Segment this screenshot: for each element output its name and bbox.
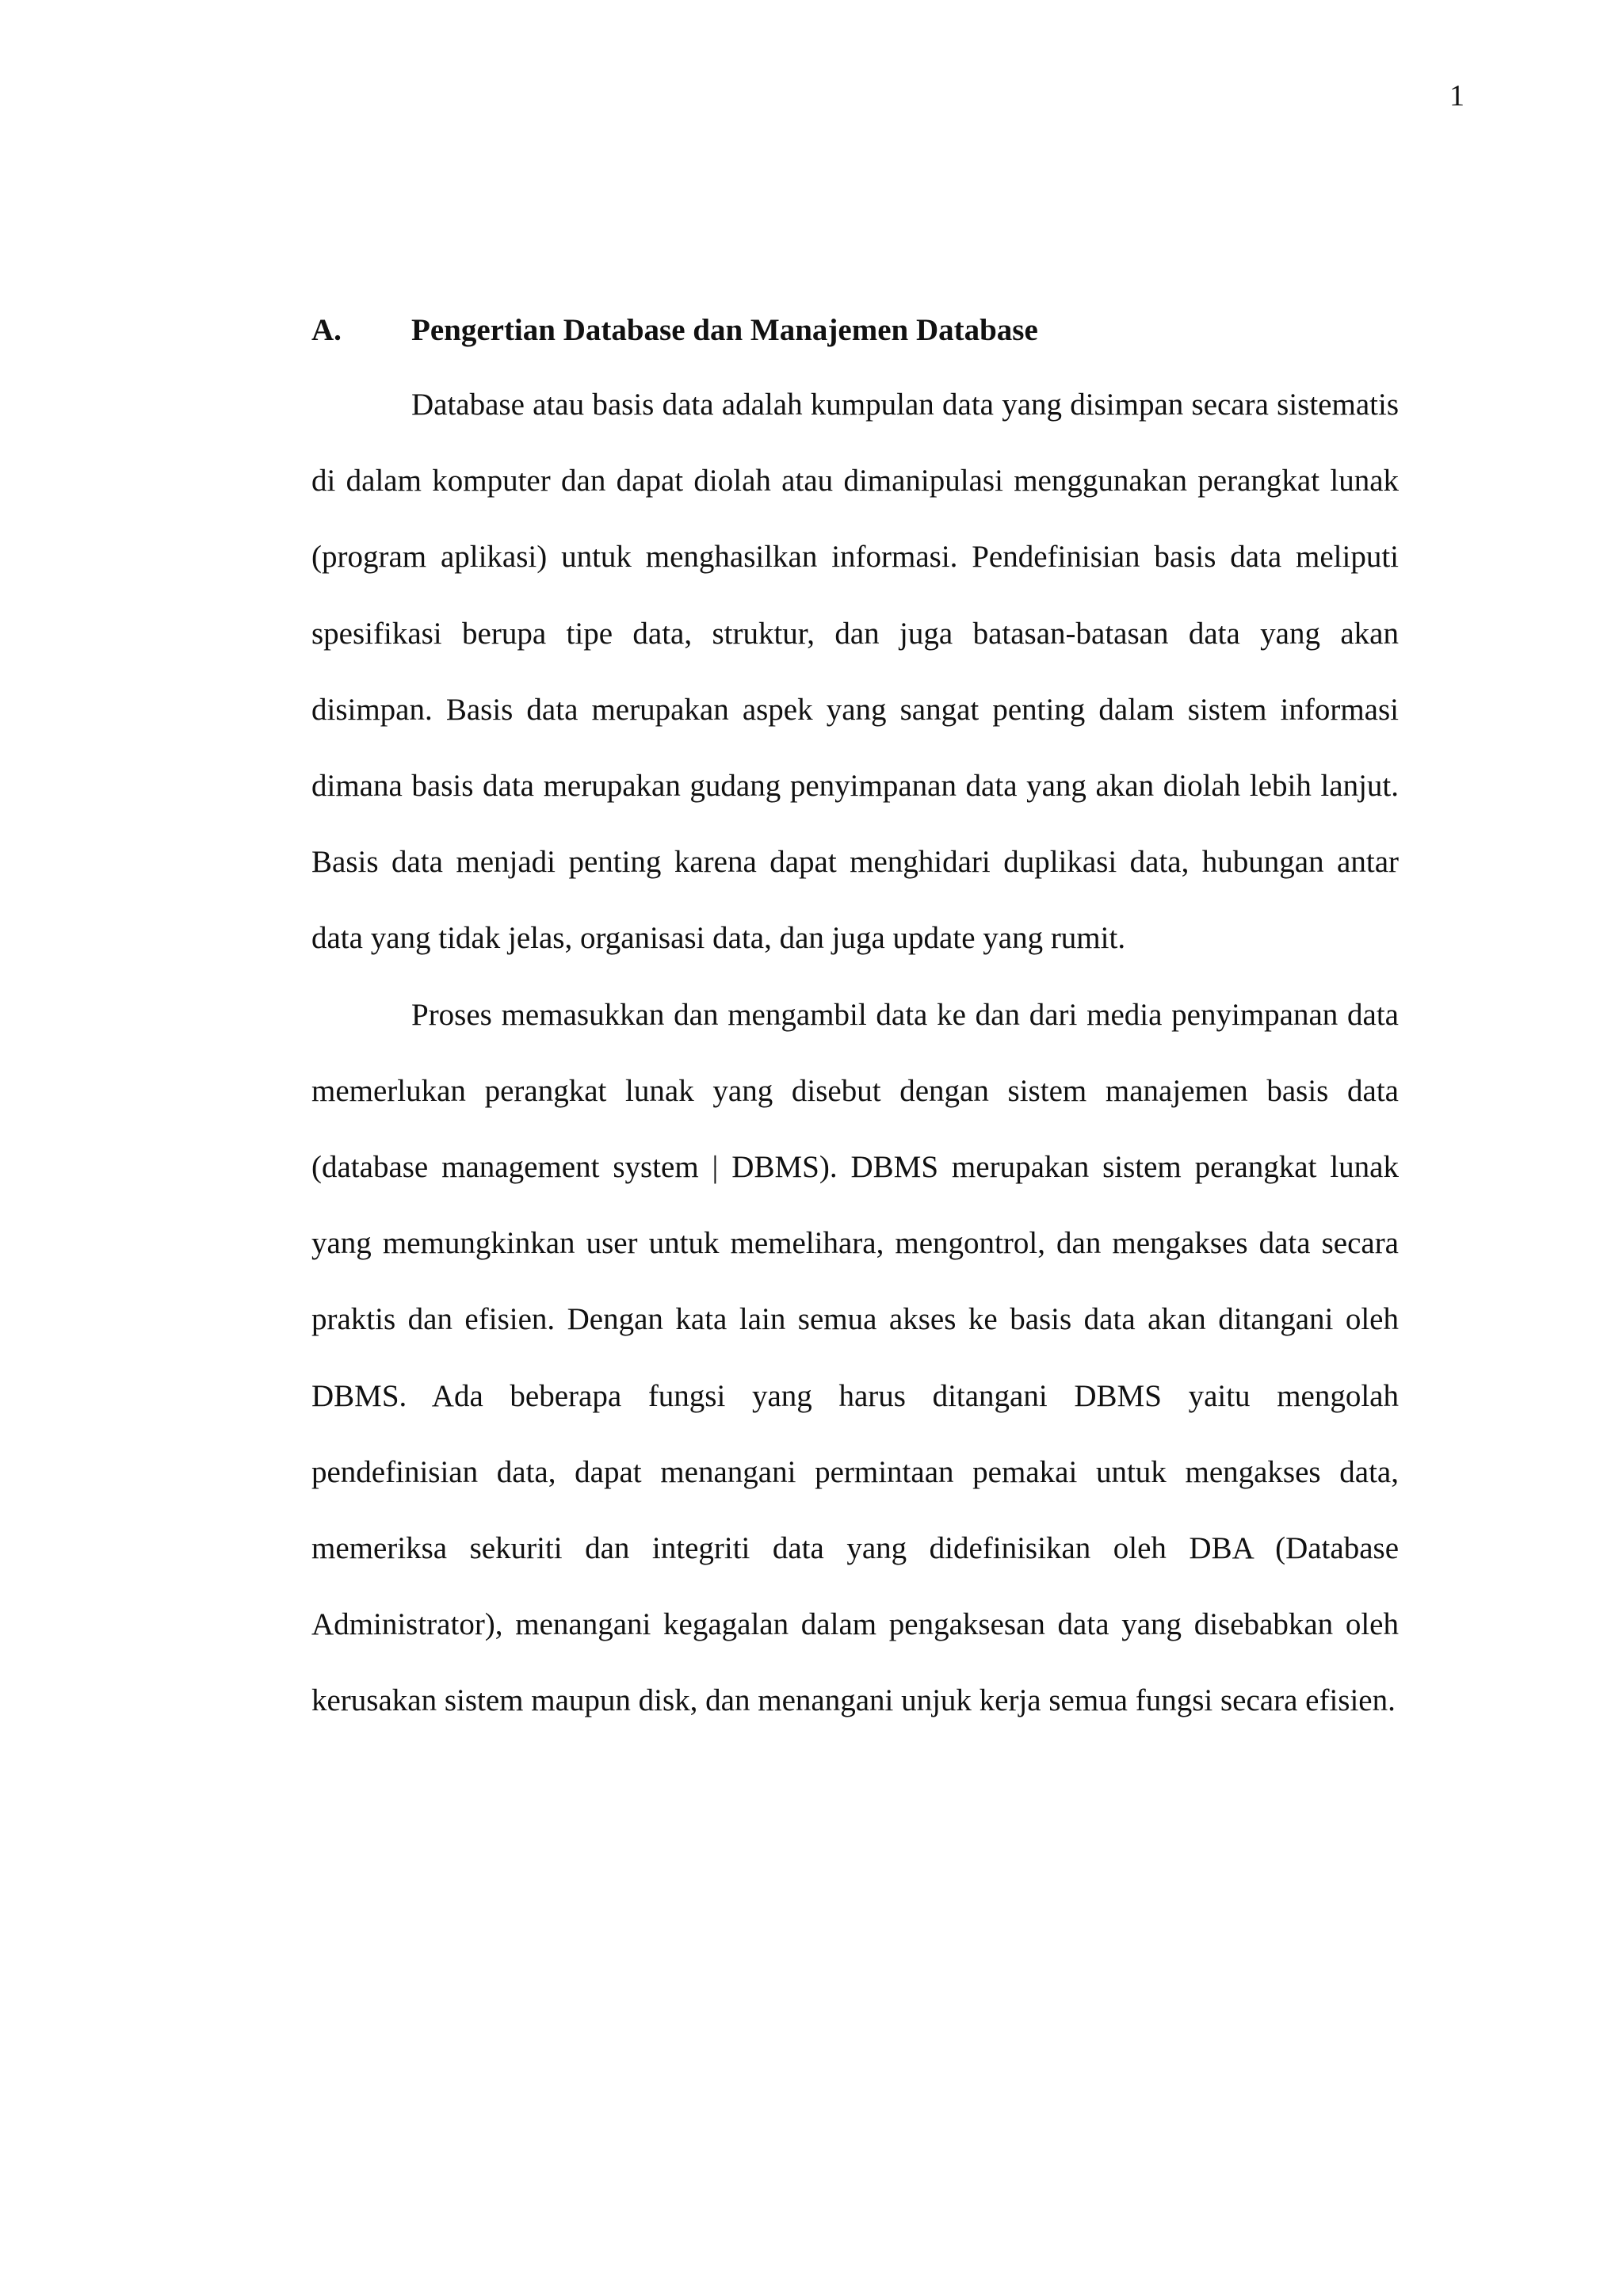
paragraph-database-definition: Database atau basis data adalah kumpulan data yang disimpan secara sistematis di dalam komputer dan dapat diolah atau dimanipulasi menggunakan perangkat lunak (program aplikasi) untuk menghasilkan informasi. Pendefinisian basis data meliputi spesifikasi berupa tipe data, struktur, dan juga batasan-batasan data yang akan disimpan. Basis data merupakan aspek yang sangat penting dalam sistem informasi dimana basis data merupakan gudang penyimpanan data yang akan diolah lebih lanjut. Basis data menjadi penting karena dapat menghidari duplikasi data, hubungan antar data yang tidak jelas, organisasi data, dan juga update yang rumit.: [311, 388, 1399, 956]
section-heading: [311, 308, 1399, 353]
paragraph-dbms-definition: Proses memasukkan dan mengambil data ke dan dari media penyimpanan data memerlukan perangkat lunak yang disebut dengan sistem manajemen basis data (database management system | DBMS). DBMS merupakan sistem perangkat lunak yang memungkinkan user untuk memelihara, mengontrol, dan mengakses data secara praktis dan efisien. Dengan kata lain semua akses ke basis data akan ditangani oleh DBMS. Ada beberapa fungsi yang harus ditangani DBMS yaitu mengolah pendefinisian data, dapat menangani permintaan pemakai untuk mengakses data, memeriksa sekuriti dan integriti data yang didefinisikan oleh DBA (Database Administrator), menangani kegagalan dalam pengaksesan data yang disebabkan oleh kerusakan sistem maupun disk, dan menangani unjuk kerja semua fungsi secara efisien.: [311, 997, 1399, 1718]
section-title: Pengertian Database dan Manajemen Database: [411, 313, 1038, 347]
page-number: 1: [1449, 79, 1465, 113]
section-number: A.: [311, 313, 342, 347]
document-body: [311, 308, 1399, 1740]
